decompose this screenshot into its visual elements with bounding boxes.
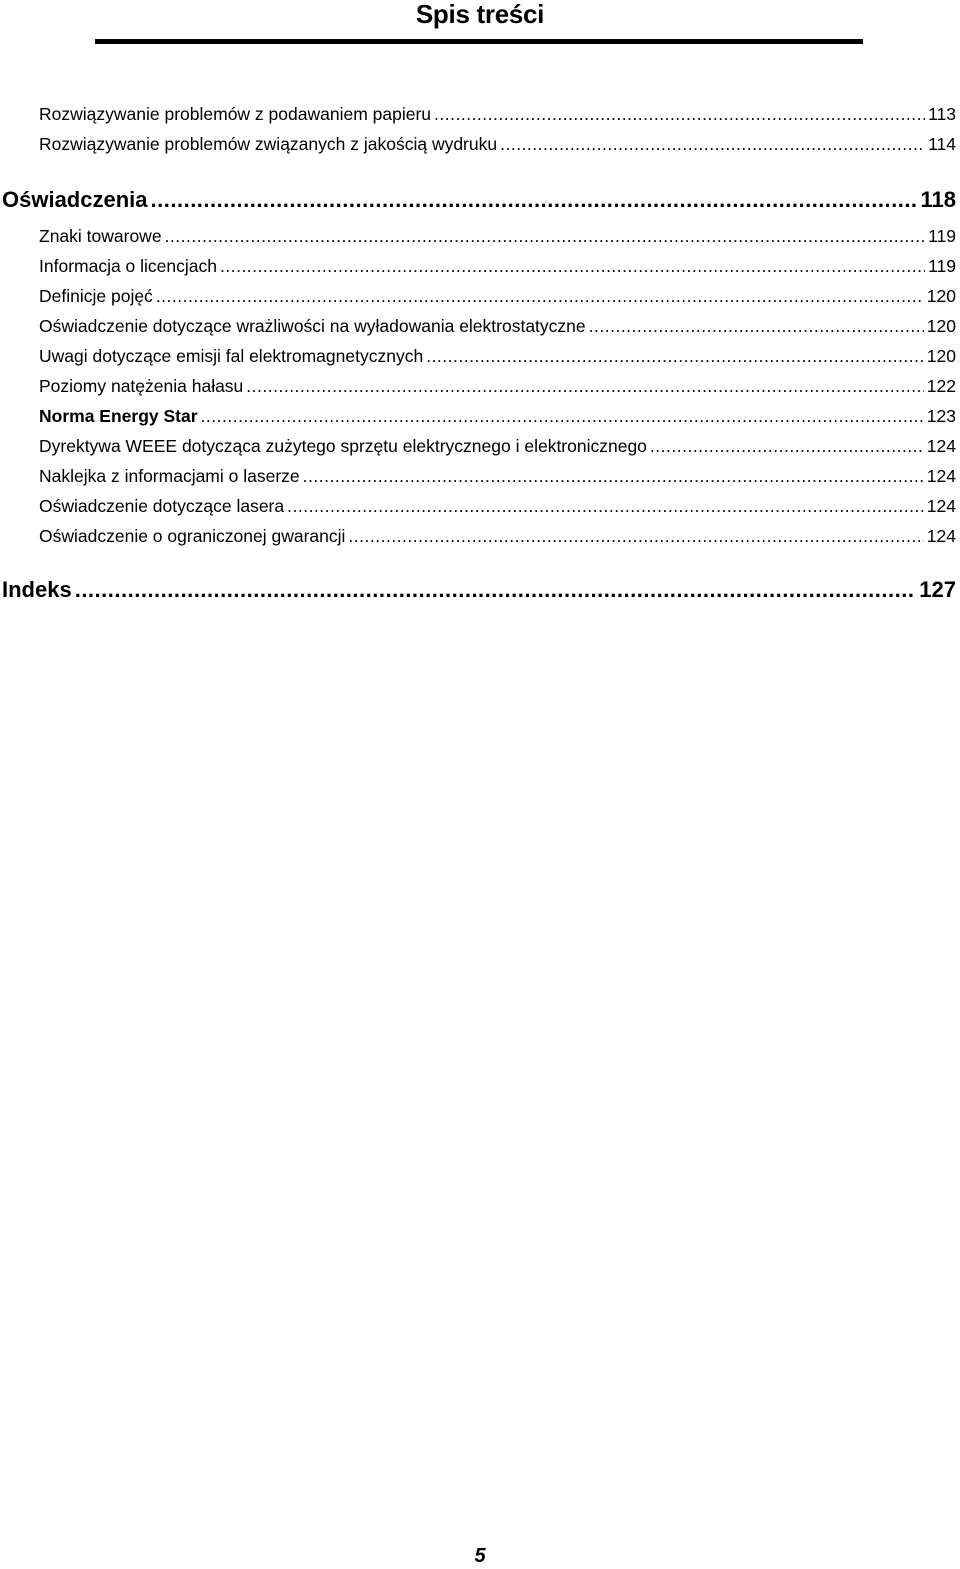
toc-entry-label: Norma Energy Star xyxy=(39,406,198,426)
toc-top-group xyxy=(0,99,960,159)
toc-entry-page: 114 xyxy=(928,134,956,154)
toc-dot-leader xyxy=(151,180,918,220)
toc-dot-leader xyxy=(500,129,925,159)
toc-dot-leader xyxy=(434,99,925,129)
toc-entry-label: Rozwiązywanie problemów związanych z jakością wydruku xyxy=(39,134,498,154)
toc-entry[interactable] xyxy=(39,401,956,431)
toc-entry-page: 123 xyxy=(926,406,956,426)
toc-entry-page: 120 xyxy=(926,286,956,306)
toc-entry[interactable] xyxy=(39,251,956,281)
toc-entry[interactable] xyxy=(39,221,956,251)
toc-entry-label: Znaki towarowe xyxy=(39,226,162,246)
toc-entry-label: Informacja o licencjach xyxy=(39,256,217,276)
title-rule xyxy=(95,39,863,44)
toc-entry[interactable] xyxy=(39,461,956,491)
toc-dot-leader xyxy=(165,221,926,251)
toc-entry[interactable] xyxy=(39,341,956,371)
toc-dot-leader xyxy=(348,521,923,551)
toc-chapter-entry[interactable] xyxy=(2,180,956,220)
toc-dot-leader xyxy=(589,311,924,341)
toc-dot-leader xyxy=(201,401,924,431)
toc-entry-page: 124 xyxy=(926,436,956,456)
toc-entry[interactable] xyxy=(39,491,956,521)
toc-dot-leader xyxy=(287,491,924,521)
toc-dot-leader xyxy=(650,431,924,461)
toc-entry[interactable] xyxy=(39,129,956,159)
toc-entry[interactable] xyxy=(39,371,956,401)
toc-entry-label: Uwagi dotyczące emisji fal elektromagnetycznych xyxy=(39,346,424,366)
toc-entry-page: 124 xyxy=(926,466,956,486)
page-title: Spis treści xyxy=(415,0,545,29)
toc-dot-leader xyxy=(303,461,924,491)
toc-entry-page: 120 xyxy=(926,346,956,366)
toc-chapter-page: 127 xyxy=(919,577,956,602)
toc-entry-page: 113 xyxy=(928,104,956,124)
toc-entry-label: Oświadczenie o ograniczonej gwarancji xyxy=(39,526,346,546)
toc-entry-label: Naklejka z informacjami o laserze xyxy=(39,466,300,486)
toc-chapter-oswiadczenia xyxy=(0,180,960,220)
toc-entry[interactable] xyxy=(39,281,956,311)
toc-dot-leader xyxy=(75,570,917,610)
toc-entry[interactable] xyxy=(39,311,956,341)
toc-entry-label: Rozwiązywanie problemów z podawaniem papieru xyxy=(39,104,432,124)
toc-chapter-page: 118 xyxy=(920,187,956,212)
toc-dot-leader xyxy=(220,251,925,281)
page-number: 5 xyxy=(474,1545,486,1567)
toc-chapter-entry[interactable] xyxy=(2,570,956,610)
toc-entry[interactable] xyxy=(39,431,956,461)
toc-entry-page: 120 xyxy=(926,316,956,336)
toc-entry[interactable] xyxy=(39,99,956,129)
toc-entry[interactable] xyxy=(39,521,956,551)
toc-dot-leader xyxy=(426,341,924,371)
toc-dot-leader xyxy=(156,281,924,311)
toc-entry-label: Dyrektywa WEEE dotycząca zużytego sprzętu elektrycznego i elektronicznego xyxy=(39,436,647,456)
toc-entry-page: 119 xyxy=(928,226,956,246)
toc-entry-label: Definicje pojęć xyxy=(39,286,153,306)
toc-entry-page: 124 xyxy=(926,496,956,516)
toc-entry-label: Oświadczenie dotyczące wrażliwości na wyładowania elektrostatyczne xyxy=(39,316,586,336)
toc-entry-page: 124 xyxy=(926,526,956,546)
toc-entry-label: Poziomy natężenia hałasu xyxy=(39,376,244,396)
toc-entry-page: 119 xyxy=(928,256,956,276)
toc-chapter-label: Indeks xyxy=(2,577,72,602)
toc-dot-leader xyxy=(246,371,924,401)
toc-entry-page: 122 xyxy=(926,376,956,396)
toc-chapter-indeks xyxy=(0,570,960,610)
toc-chapter-label: Oświadczenia xyxy=(2,187,148,212)
toc-oswiadczenia-group xyxy=(0,221,960,551)
toc-entry-label: Oświadczenie dotyczące lasera xyxy=(39,496,285,516)
